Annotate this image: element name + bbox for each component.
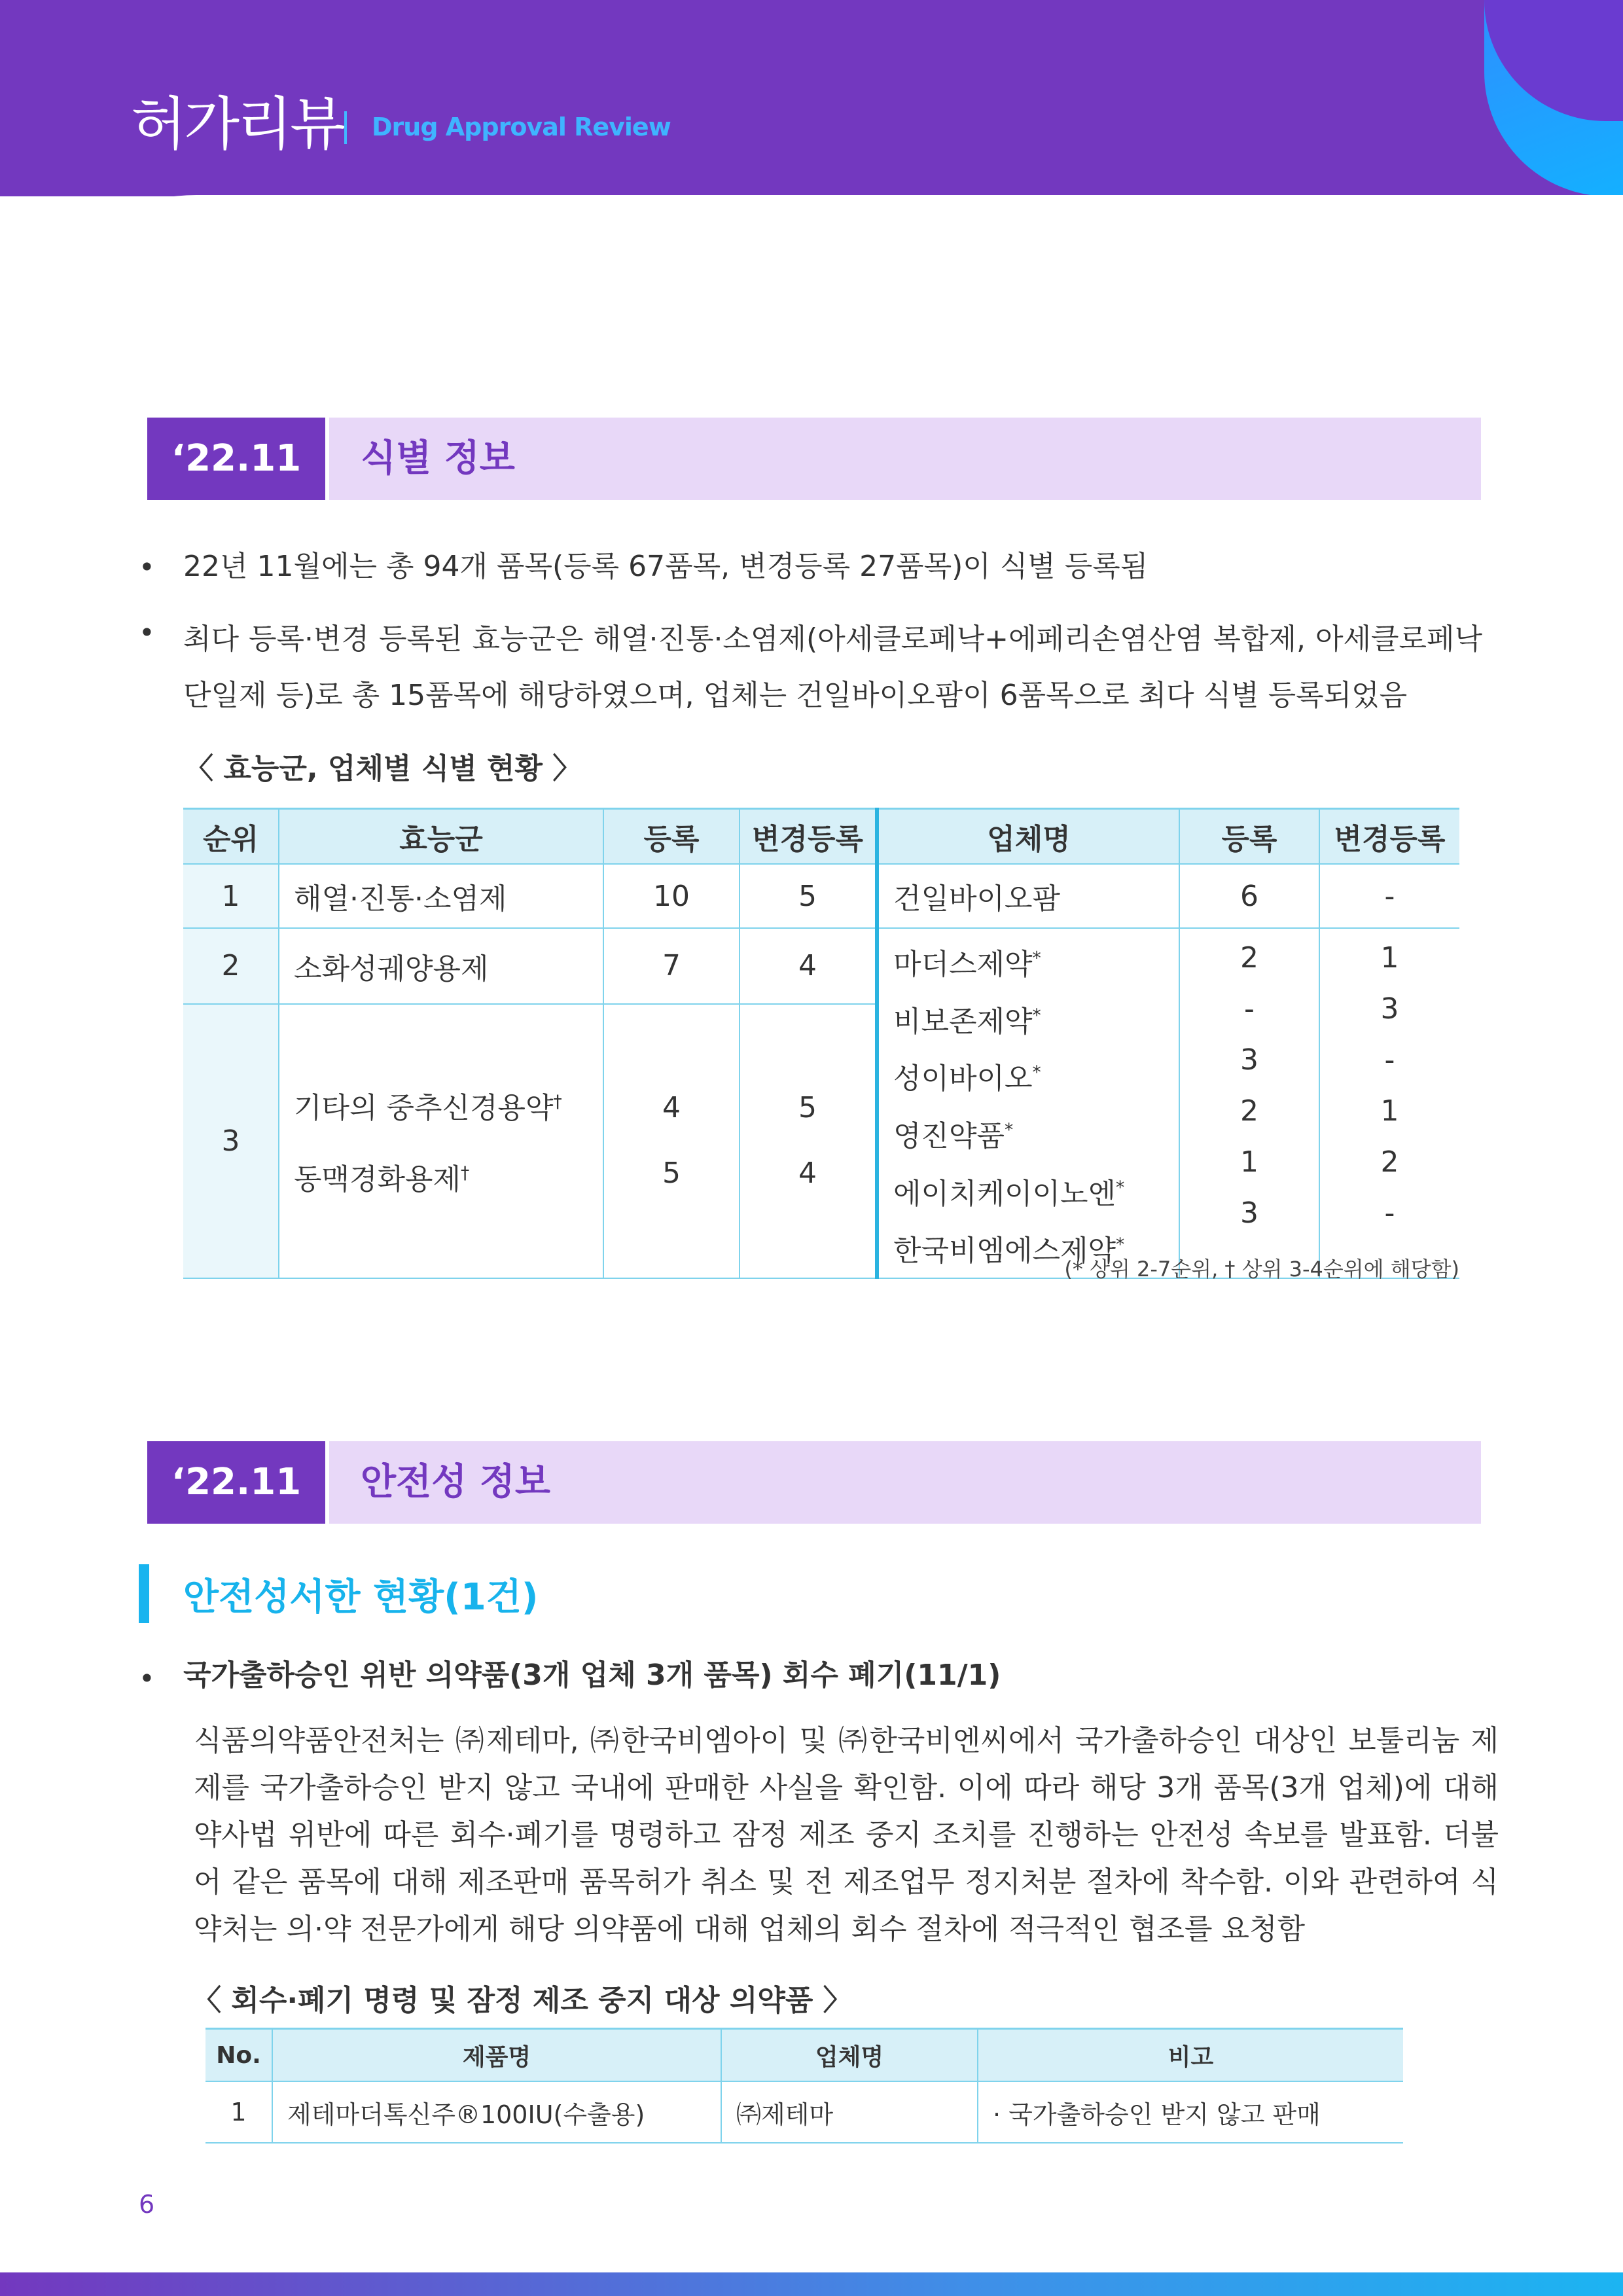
- group-cell: 해열·진통·소염제: [279, 864, 603, 928]
- company-list-cell: [877, 928, 1179, 1278]
- company-cell: 건일바이오팜: [877, 864, 1179, 928]
- company-chg-value: 2: [1380, 1145, 1399, 1179]
- company-reg-cell: 6: [1179, 864, 1319, 928]
- table-header-row: [205, 2029, 1403, 2082]
- col-header: 변경등록: [1319, 809, 1459, 865]
- col-header: 변경등록: [740, 809, 877, 865]
- table-caption: 〈 효능군, 업체별 식별 현황 〉: [185, 752, 582, 785]
- company-cell: ㈜제테마: [721, 2081, 978, 2143]
- bullet-text: 국가출하승인 위반 의약품(3개 업체 3개 품목) 회수 폐기(11/1): [183, 1659, 1001, 1692]
- chg-value: 4: [798, 1157, 817, 1191]
- company-name: 에이치케이이노엔*: [893, 1177, 1125, 1211]
- chg-cell: 5: [740, 864, 877, 928]
- reg-cell: 7: [603, 928, 740, 1004]
- col-header: No.: [205, 2029, 272, 2082]
- company-reg-list-cell: [1179, 928, 1319, 1278]
- group-cell: 소화성궤양용제: [279, 928, 603, 1004]
- company-name: 영진약품*: [893, 1119, 1014, 1153]
- company-chg-value: 1: [1380, 1094, 1399, 1128]
- company-chg-value: -: [1384, 1043, 1395, 1077]
- remark-cell: · 국가출하승인 받지 않고 판매: [978, 2081, 1403, 2143]
- chg-cell: [740, 1004, 877, 1278]
- page-number: 6: [139, 2190, 155, 2219]
- section-date: ‘22.11: [147, 1441, 325, 1524]
- table-caption: 〈 회수·폐기 명령 및 잠정 제조 중지 대상 의약품 〉: [192, 1984, 852, 2017]
- section-safety-header: [147, 1441, 1481, 1524]
- company-chg-value: 1: [1380, 941, 1399, 975]
- product-cell: 제테마더톡신주®100IU(수출용): [272, 2081, 721, 2143]
- table-row: [205, 2081, 1403, 2143]
- company-name: 비보존제약*: [893, 1005, 1041, 1039]
- section-title: 안전성 정보: [329, 1441, 1481, 1524]
- header-title-ko: 허가리뷰: [131, 90, 344, 158]
- bullet-text: 최다 등록·변경 등록된 효능군은 해열·진통·소염제(아세클로페낙+에페리손염산염 복합제, 아세클로페낙 단일제 등)로 총 15품목에 해당하였으며, 업체는 건일바이오팜이 6품목으로 최다 식별 등록되었음: [183, 622, 1482, 712]
- reg-value: 4: [662, 1091, 681, 1125]
- bullet-icon: •: [139, 617, 155, 649]
- company-reg-value: 3: [1240, 1196, 1258, 1230]
- chg-value: 5: [798, 1091, 817, 1125]
- group-name: 동맥경화용제†: [294, 1163, 470, 1197]
- bullet-icon: •: [139, 1662, 155, 1695]
- col-header: 업체명: [877, 809, 1179, 865]
- rank-cell: 1: [183, 864, 279, 928]
- header-separator: [344, 111, 347, 144]
- header-title-en: Drug Approval Review: [372, 113, 671, 141]
- company-chg-value: -: [1384, 1196, 1395, 1230]
- company-chg-cell: -: [1319, 864, 1459, 928]
- company-reg-value: 2: [1240, 941, 1258, 975]
- identification-table: [183, 808, 1459, 1279]
- company-chg-value: 3: [1380, 992, 1399, 1026]
- company-reg-value: 1: [1240, 1145, 1258, 1179]
- recall-table: [205, 2028, 1403, 2144]
- company-chg-list-cell: [1319, 928, 1459, 1278]
- section-title: 식별 정보: [329, 418, 1481, 500]
- company-name: 성이바이오*: [893, 1062, 1041, 1096]
- company-name: 한국비엠에스제약*: [893, 1234, 1125, 1268]
- subheading: 안전성서한 현황(1건): [183, 1576, 539, 1619]
- bullet-text: 22년 11월에는 총 94개 품목(등록 67품목, 변경등록 27품목)이 식별 등록됨: [183, 550, 1149, 583]
- col-header: 등록: [1179, 809, 1319, 865]
- col-header: 순위: [183, 809, 279, 865]
- chg-cell: 4: [740, 928, 877, 1004]
- footer-bar: [0, 2272, 1623, 2296]
- table-row: [183, 928, 1459, 1004]
- section-date: ‘22.11: [147, 418, 325, 500]
- company-name: 마더스제약*: [893, 947, 1041, 981]
- group-cell: [279, 1004, 603, 1278]
- reg-value: 5: [662, 1157, 681, 1191]
- reg-cell: 10: [603, 864, 740, 928]
- col-header: 비고: [978, 2029, 1403, 2082]
- rank-cell: 3: [183, 1004, 279, 1278]
- company-reg-value: 2: [1240, 1094, 1258, 1128]
- col-header: 등록: [603, 809, 740, 865]
- subheading-marker: [139, 1564, 149, 1623]
- table-row: [183, 864, 1459, 928]
- rank-cell: 2: [183, 928, 279, 1004]
- reg-cell: [603, 1004, 740, 1278]
- section-identification-header: [147, 418, 1481, 500]
- col-header: 업체명: [721, 2029, 978, 2082]
- table-footnote: (* 상위 2-7순위, † 상위 3-4순위에 해당함): [1064, 1257, 1459, 1282]
- bullet-icon: •: [139, 551, 155, 583]
- no-cell: 1: [205, 2081, 272, 2143]
- table-header-row: [183, 809, 1459, 865]
- company-reg-value: 3: [1240, 1043, 1258, 1077]
- group-name: 기타의 중추신경용약†: [294, 1091, 562, 1125]
- body-paragraph: 식품의약품안전처는 ㈜제테마, ㈜한국비엠아이 및 ㈜한국비엔씨에서 국가출하승인 대상인 보툴리눔 제제를 국가출하승인 받지 않고 국내에 판매한 사실을 확인함. 이에 따라 해당 3개 품목(3개 업체)에 대해 약사법 위반에 따른 회수·폐기를 명령하고 잠정 제조 중지 조치를 진행하는 안전성 속보를 발표함. 더불어 같은 품목에 대해 제조판매 품목허가 취소 및 전 제조업무 정지처분 절차에 착수함. 이와 관련하여 식약처는 의·약 전문가에게 해당 의약품에 대해 업체의 회수 절차에 적극적인 협조를 요청함: [194, 1724, 1499, 1946]
- company-reg-value: -: [1244, 992, 1255, 1026]
- col-header: 제품명: [272, 2029, 721, 2082]
- col-header: 효능군: [279, 809, 603, 865]
